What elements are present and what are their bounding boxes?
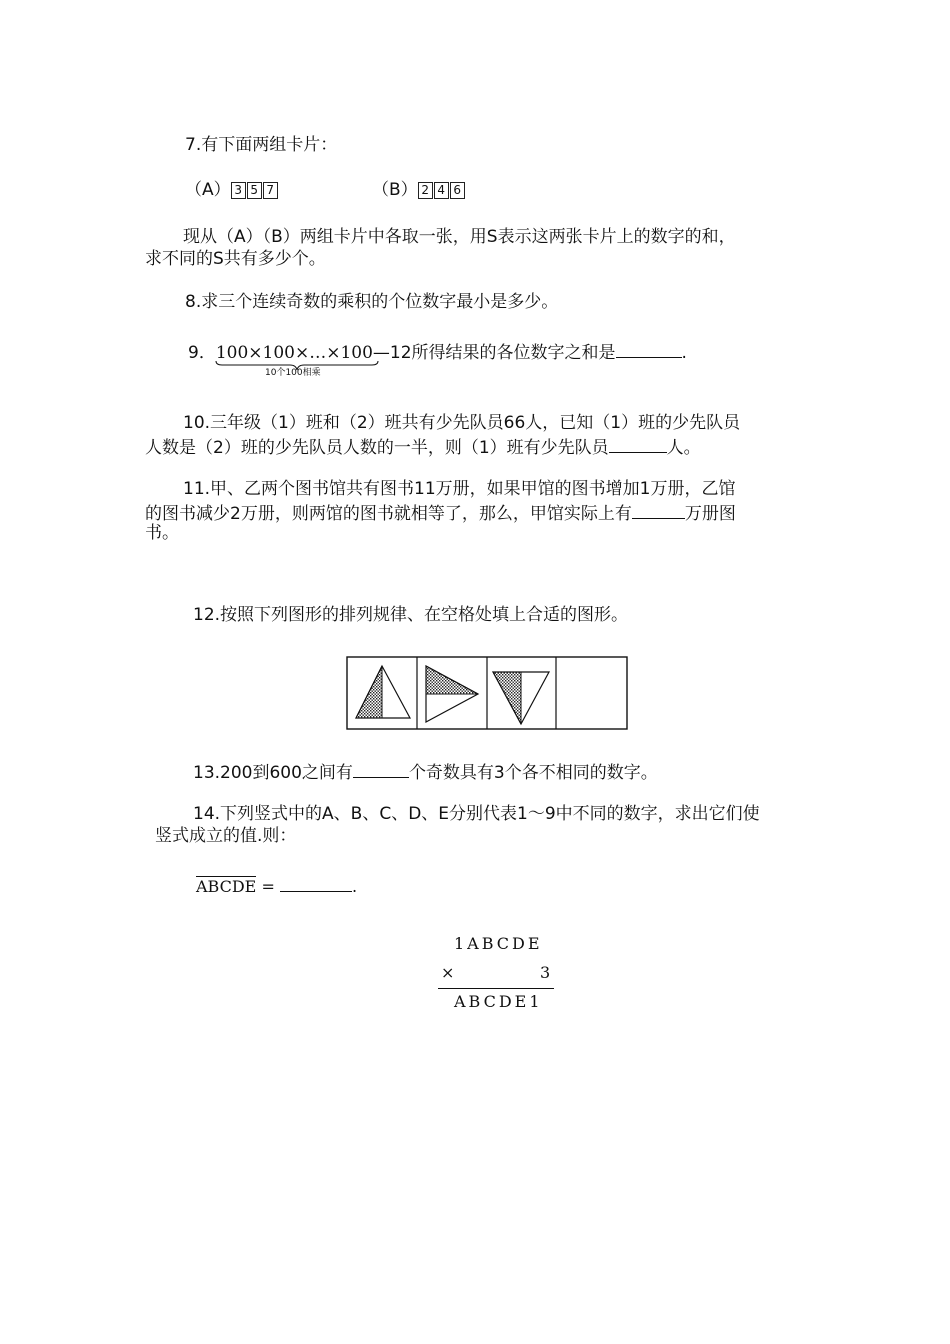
q12-empty-cell[interactable]: [558, 659, 624, 727]
q12-triangle-3: [493, 672, 549, 724]
q14-mult-rule: [438, 988, 554, 989]
q8-text: 8.求三个连续奇数的乘积的个位数字最小是多少。: [185, 292, 559, 312]
q11-line-2a: 的图书减少2万册，则两馆的图书就相等了，那么，甲馆实际上有: [145, 504, 632, 524]
q10-answer-blank: [609, 434, 667, 453]
q9-num: 9．: [188, 343, 216, 363]
q11-line-3: 书。: [145, 523, 179, 543]
q10-line-1: 10.三年级（1）班和（2）班共有少先队员66人，已知（1）班的少先队员: [183, 413, 741, 433]
q11-line-2b: 万册图: [684, 504, 736, 524]
q12-figure-sequence: [346, 656, 630, 732]
card-a-3: 7: [263, 182, 278, 199]
q14-answer-label: ABCDE: [196, 877, 257, 896]
q12-triangle-2: [426, 666, 478, 722]
q14-answer-end: .: [351, 877, 358, 896]
q14-line-1: 14.下列竖式中的A、B、C、D、E分别代表1～9中不同的数字，求出它们使: [193, 804, 760, 824]
q11-answer-blank: [632, 500, 685, 519]
q9-expr: 100×100×…×100: [215, 343, 373, 363]
q14-answer-line: [196, 873, 357, 898]
card-a-1: 3: [231, 182, 246, 199]
q11-line-2: [145, 500, 736, 525]
card-b-2: 4: [434, 182, 449, 199]
q14-mult-sign: ×: [441, 963, 455, 982]
q7-line-2: 求不同的S共有多少个。: [145, 249, 326, 269]
q9-end: .: [681, 343, 687, 363]
q13-b: 个奇数具有3个各不相同的数字。: [408, 763, 658, 783]
q13-line: [193, 759, 658, 784]
card-a-2: 5: [247, 182, 262, 199]
q7-group-b: [372, 179, 466, 201]
q7-group-b-label: （B）: [372, 180, 418, 200]
q14-mult-result: ABCDE1: [454, 992, 543, 1011]
q10-line-2a: 人数是（2）班的少先队员人数的一半，则（1）班有少先队员: [145, 438, 609, 458]
q14-line-2: 竖式成立的值.则：: [155, 826, 297, 846]
q7-line-1: 现从（A）（B）两组卡片中各取一张，用S表示这两张卡片上的数字的和，: [183, 227, 736, 247]
q7-group-a: [185, 179, 279, 201]
card-b-1: 2: [418, 182, 433, 199]
q7-title: 7.有下面两组卡片：: [185, 135, 338, 155]
q11-line-1: 11.甲、乙两个图书馆共有图书11万册，如果甲馆的图书增加1万册，乙馆: [183, 479, 736, 499]
q12-text: 12.按照下列图形的排列规律、在空格处填上合适的图形。: [193, 605, 629, 625]
q13-answer-blank: [353, 759, 409, 778]
q10-line-2: [145, 434, 701, 459]
q12-triangle-1: [356, 666, 410, 718]
q9-brace-note: 10个100相乘: [265, 368, 321, 378]
q7-group-a-label: （A）: [185, 180, 231, 200]
q14-mult-top: 1ABCDE: [454, 934, 543, 953]
q14-answer-eq: =: [261, 877, 275, 896]
q9-rest: —12所得结果的各位数字之和是: [372, 343, 616, 363]
q14-answer-blank: [280, 873, 352, 892]
q10-line-2b: 人。: [666, 438, 701, 458]
q14-mult-factor: 3: [540, 963, 551, 982]
q13-a: 13.200到600之间有: [193, 763, 353, 783]
q9-answer-blank: [616, 339, 682, 358]
card-b-3: 6: [450, 182, 465, 199]
